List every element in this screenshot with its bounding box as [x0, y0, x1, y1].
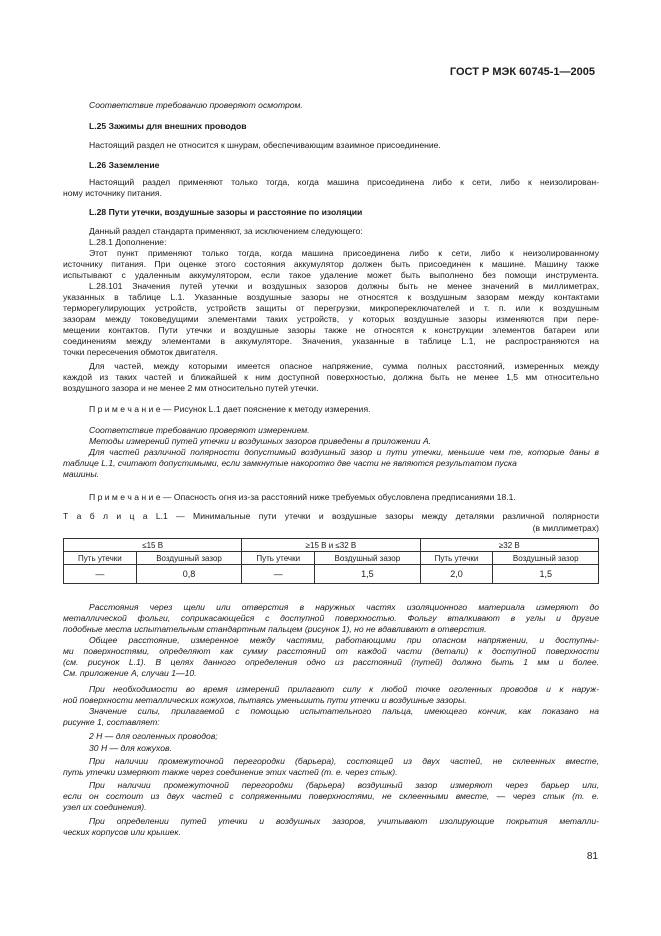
- text-line: если он состоит из двух частей с сопряженными поверхностями, не склеенными вместе, — через стык (т. е.: [63, 791, 599, 801]
- table-group-header: ≤15 В: [64, 539, 242, 552]
- text-line: машины.: [63, 469, 100, 479]
- text-line: При необходимости во время измерений прилагают силу к любой точке оголенных проводов и к наруж-: [89, 684, 599, 694]
- text-line: ной поверхности металлических кожухов, пытаясь уменьшить пути утечки и воздушные зазоры.: [63, 695, 467, 705]
- text-line: L.28.101 Значения путей утечки и воздушных зазоров должны быть не менее значений в миллиметрах,: [89, 281, 599, 291]
- text-line: При определении путей утечки и воздушных зазоров, учитывают изолирующие покрытия металли-: [89, 816, 599, 826]
- text-line: источнику питания. При оценке этого состояния аккумулятор должен быть присоединен к машине. Машину также: [63, 259, 599, 269]
- table-subheader: Воздушный зазор: [493, 552, 599, 565]
- text-line: П р и м е ч а н и е — Рисунок L.1 дает пояснение к методу измерения.: [89, 404, 371, 414]
- text-line: 30 Н — для кожухов.: [89, 743, 172, 753]
- text-line: Общее расстояние, измеренное между частями, работающими при опасном напряжении, и доступны-: [89, 635, 599, 645]
- text-line: Значение силы, прилагаемой с помощью испытательного пальца, имеющего кончик, как показано на: [89, 706, 599, 716]
- text-line: ческих корпусов или крышек.: [63, 827, 181, 837]
- table-group-header: ≥32 В: [420, 539, 598, 552]
- page-number: 81: [586, 851, 598, 862]
- text-line: При наличии промежуточной перегородки (барьера), состоящей из двух частей, не склеенных вместе,: [89, 756, 599, 766]
- text-line: (см. рисунок L.1). В целях данного определения одно из расстояний (путей) должно быть 1 мм и более.: [63, 657, 599, 667]
- text-line: П р и м е ч а н и е — Опасность огня из-за расстояний ниже требуемых обусловлена предписаниями 18.1.: [89, 492, 516, 502]
- text-line: испытывают с удаленным аккумулятором, если такое удаление может быть выполнено без помощи инструмента.: [63, 270, 599, 280]
- table-subheader: Воздушный зазор: [315, 552, 421, 565]
- text-line: воздушного зазора и не менее 2 мм относительно путей утечки.: [63, 383, 319, 393]
- text-line: Данный раздел стандарта применяют, за исключением следующего:: [89, 226, 363, 236]
- text-line: Расстояния через щели или отверстия в наружных частях изоляционного материала измеряют до: [89, 602, 599, 612]
- table-subheader: Воздушный зазор: [136, 552, 242, 565]
- text-line: Настоящий раздел применяют только тогда, когда машина присоединена либо к сети, либо к неизолирован-: [89, 177, 599, 187]
- text-line: При наличии промежуточной перегородки (барьера) воздушный зазор измеряют через барьер или,: [89, 780, 599, 790]
- text-line: рисунке 1, составляет:: [63, 717, 160, 727]
- table-group-row: [64, 539, 599, 552]
- text-line: указанных в таблице L.1. Указанные воздушные зазоры не относятся к воздушным зазорам между контактами: [63, 292, 599, 302]
- table-cell: 1,5: [315, 565, 421, 584]
- text-line: металлической фольги, соприкасающейся с доступной поверхностью. Фольгу вталкивают в углы и другие: [63, 613, 599, 623]
- text-line: мещении контактов. Пути утечки и воздушные зазоры также не относятся к конструкции элементов батареи или: [63, 325, 599, 335]
- text-line: L.28.1 Дополнение:: [89, 237, 167, 247]
- document-header: ГОСТ Р МЭК 60745-1—2005: [449, 66, 595, 78]
- table-cell: 2,0: [420, 565, 493, 584]
- text-line: подобные места испытательным стандартным пальцем (рисунок 1), но не вдавливают в отверстия.: [63, 624, 487, 634]
- table-group-header: ≥15 В и ≤32 В: [242, 539, 420, 552]
- table-l1: [63, 538, 599, 584]
- text-line: Соответствие требованию проверяют измерением.: [89, 425, 310, 435]
- text-line: таблице L.1, считают допустимыми, если замкнутые накоротко две части не являются результатом пуска: [63, 458, 517, 468]
- text-line: Настоящий раздел не относится к шнурам, обеспечивающим взаимное присоединение.: [89, 140, 441, 150]
- table-cell: 0,8: [136, 565, 242, 584]
- text-line: Соответствие требованию проверяют осмотром.: [89, 100, 303, 110]
- text-line: точки пересечения обмоток двигателя.: [63, 347, 218, 357]
- text-line: Для частей различной полярности допустимый воздушный зазор и пути утечки, меньшие чем те, которые даны в: [89, 447, 599, 457]
- text-line: соединениям между элементами в аккумуляторе. Значения, указанные в таблице L.1, не распространяются на: [63, 336, 599, 346]
- text-line: путь утечки измеряют также через соединение этих частей (т. е. через стык).: [63, 767, 398, 777]
- table-subheader-row: [64, 552, 599, 565]
- text-line: Этот пункт применяют только тогда, когда машина присоединена либо к сети, либо к неизолированному: [89, 248, 599, 258]
- table-cell: —: [242, 565, 315, 584]
- table-subheader: Путь утечки: [64, 552, 137, 565]
- text-line: L.26 Заземление: [89, 160, 160, 170]
- text-line: Методы измерений путей утечки и воздушных зазоров приведены в приложении А.: [89, 436, 432, 446]
- table-subheader: Путь утечки: [420, 552, 493, 565]
- text-line: Для частей, между которыми имеется опасное напряжение, сумма полных расстояний, измеренных между: [89, 361, 599, 371]
- table-subheader: Путь утечки: [242, 552, 315, 565]
- text-line: L.25 Зажимы для внешних проводов: [89, 121, 247, 131]
- text-line: терморегулирующих устройств, устройств защиты от перегрузки, микропереключателей и т. п. или к воздушным: [63, 303, 599, 313]
- text-line: ному источнику питания.: [63, 188, 162, 198]
- text-line: (в миллиметрах): [532, 523, 599, 533]
- table-cell: 1,5: [493, 565, 599, 584]
- table-row: [64, 565, 599, 584]
- text-line: узел их соединения).: [63, 802, 147, 812]
- text-line: зазорам между токоведущими элементами таких устройств, у которых воздушные зазоры изменяются при пере-: [63, 314, 599, 324]
- text-line: См. приложение А, случаи 1—10.: [63, 668, 197, 678]
- text-line: Т а б л и ц а L.1 — Минимальные пути утечки и воздушные зазоры между деталями различной полярности: [63, 511, 599, 521]
- table-cell: —: [64, 565, 137, 584]
- text-line: 2 Н — для оголенных проводов;: [89, 731, 218, 741]
- text-line: каждой из таких частей и ближайшей к ним доступной поверхностью, должна быть не менее 1,5 мм относительно: [63, 372, 599, 382]
- text-line: ми поверхностями, определяют как сумму расстояний от каждой части (детали) к доступной поверхности: [63, 646, 599, 656]
- text-line: L.28 Пути утечки, воздушные зазоры и расстояние по изоляции: [89, 207, 363, 217]
